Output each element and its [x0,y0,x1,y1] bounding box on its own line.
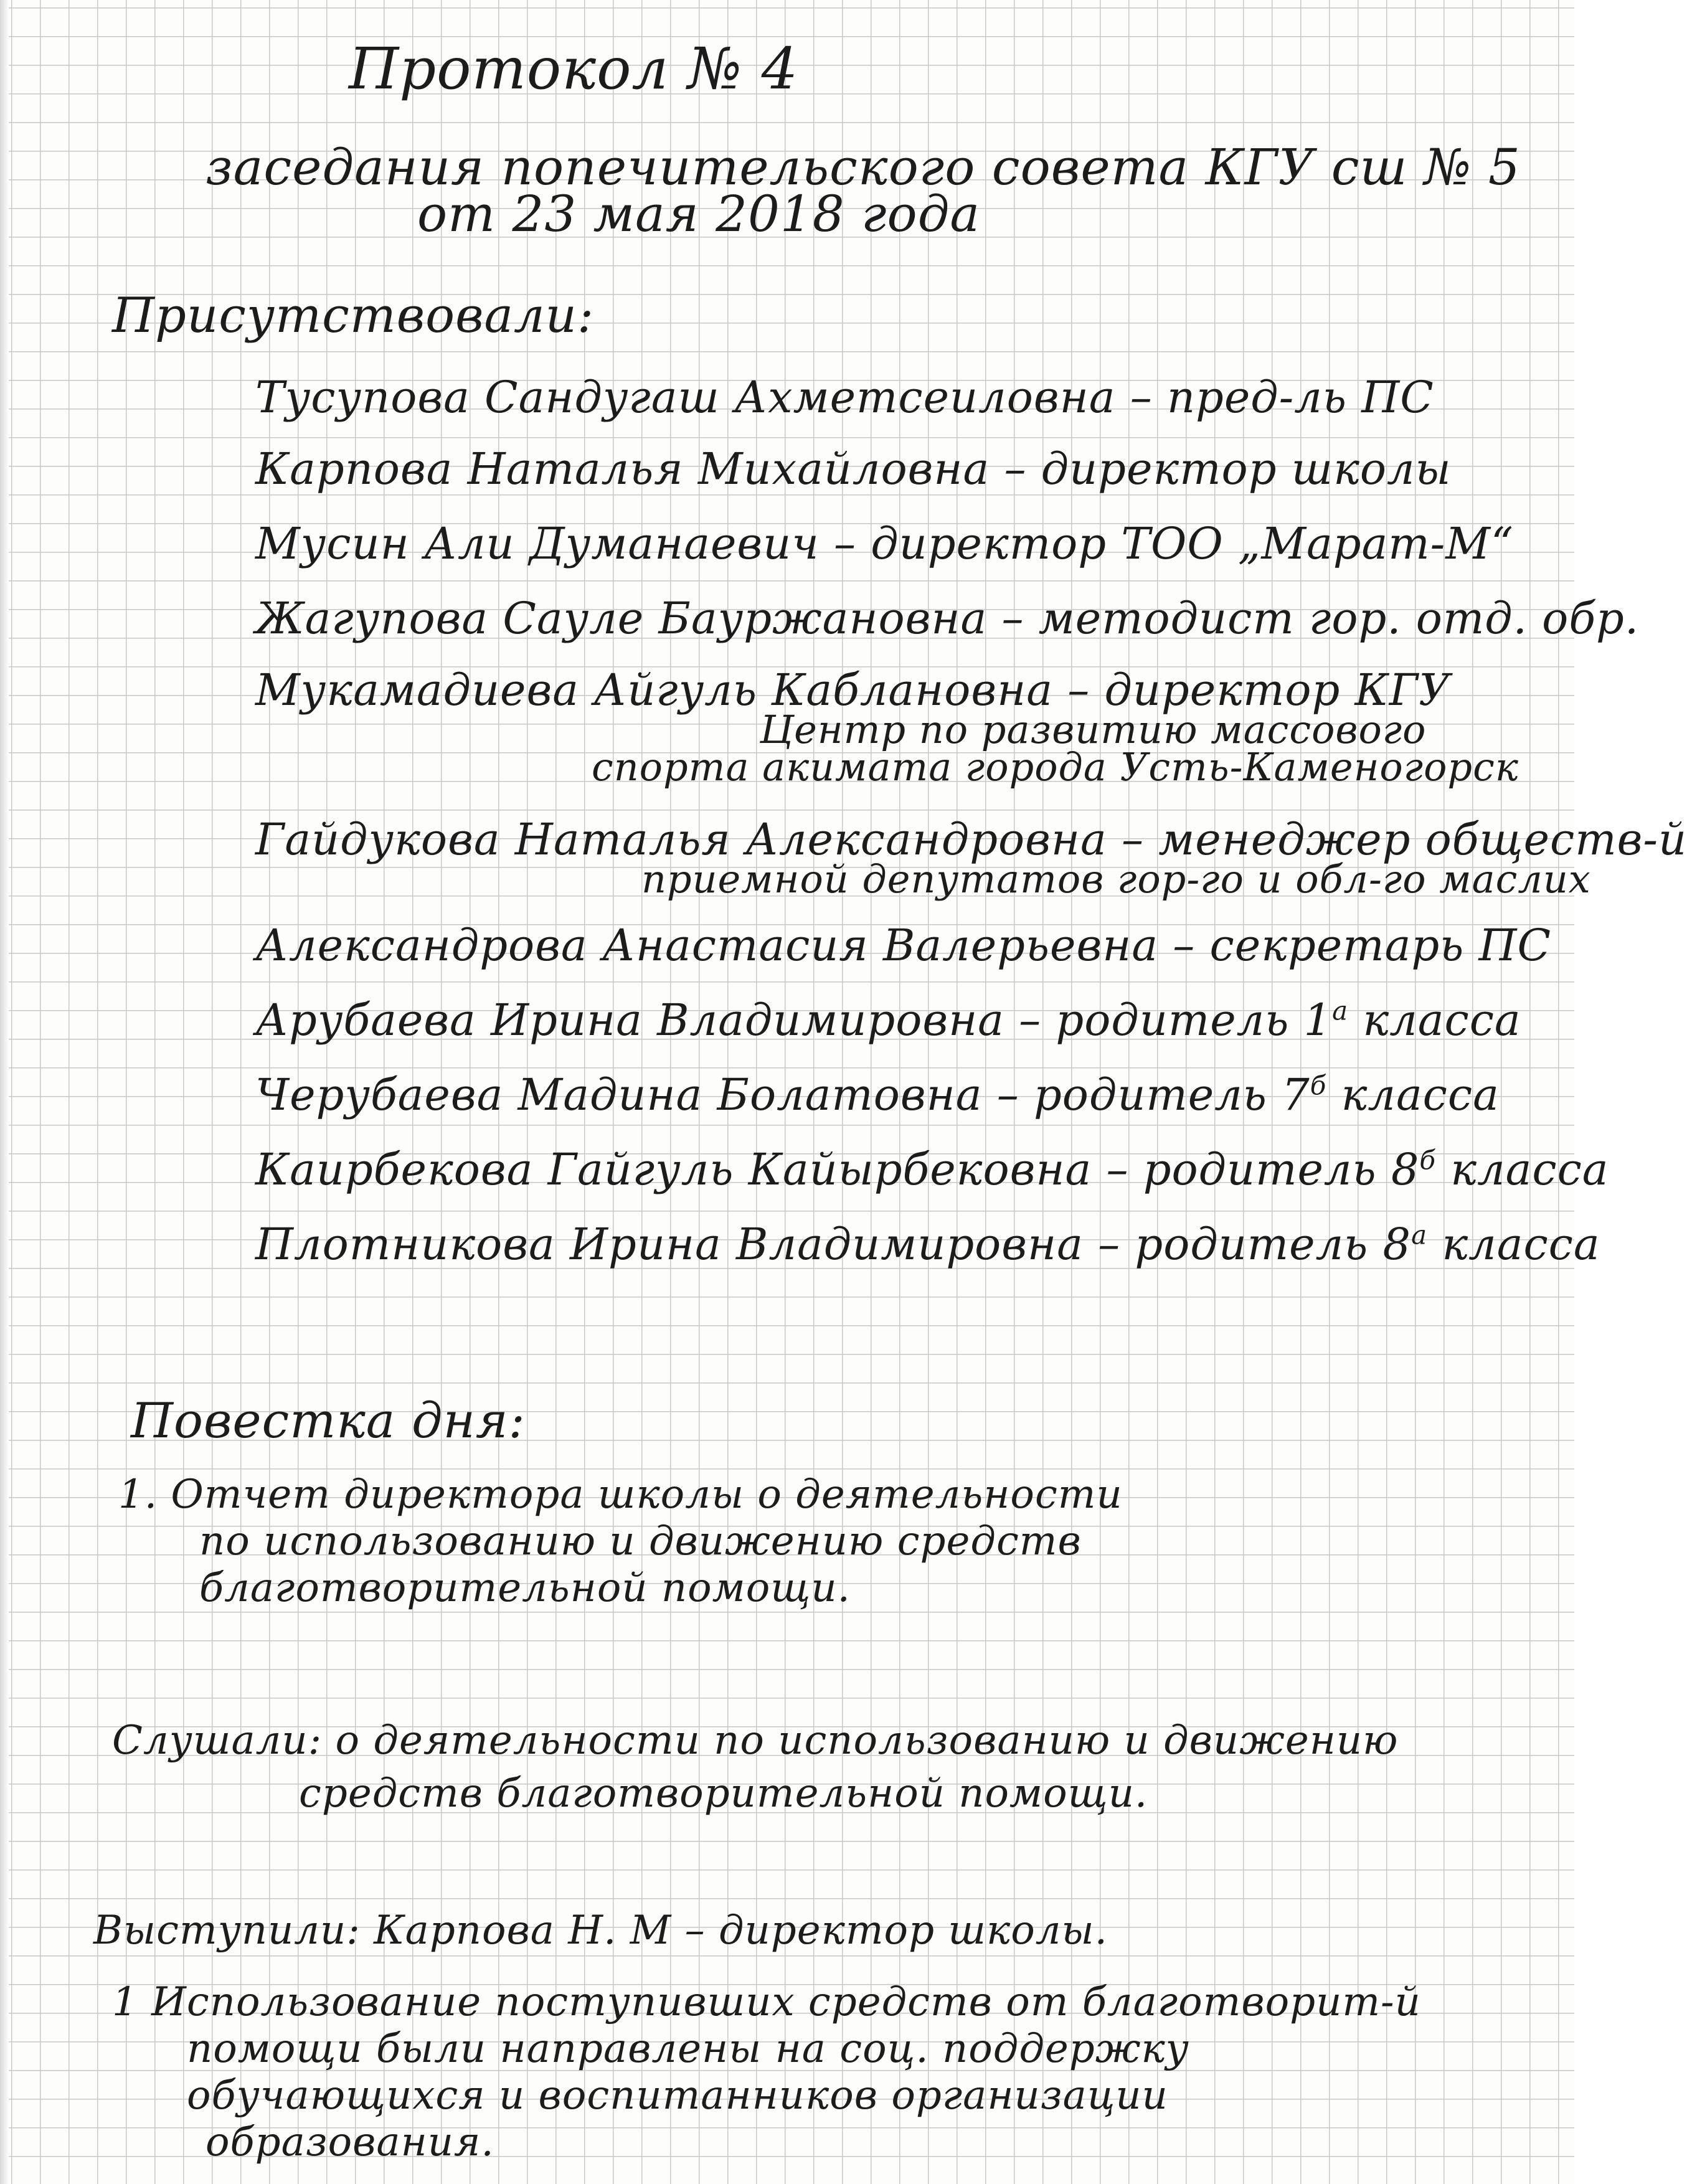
agenda-item-line: 1. Отчет директора школы о деятельности [118,1472,1123,1518]
attendee-line-continuation: спорта акимата города Усть-Каменогорск [592,744,1519,790]
spoke-point-line: образования. [206,2119,494,2165]
spoke-point-line: помощи были направлены на соц. поддержку [187,2026,1189,2072]
attendee-line: Каирбекова Гайгуль Кайырбековна – родитель $8^б$ класса [255,1144,1609,1195]
attendee-line: Арубаева Ирина Владимировна – родитель $1^а$ класса [255,995,1521,1046]
heard-text-continuation: средств благотворительной помощи. [299,1770,1148,1817]
heard-section [112,1719,1398,1762]
spoke-section [93,1909,1108,1952]
document-subtitle: заседания попечительского совета КГУ сш № 5 [206,138,1521,196]
document-title: Протокол № 4 [349,35,799,102]
agenda-item-line: по использованию и движению средств [199,1518,1082,1564]
heard-label: Слушали: [112,1718,323,1764]
attendee-line-continuation: приемной депутатов гор-го и обл-го маслих [641,856,1591,902]
attendee-line: Тусупова Сандугаш Ахметсеиловна – пред-ль ПС [255,372,1434,423]
attendee-line: Мукамадиева Айгуль Каблановна – директор КГУ [255,664,1451,716]
attendee-line: Гайдукова Наталья Александровна – менеджер обществ-й [255,814,1687,865]
attendee-line: Плотникова Ирина Владимировна – родитель $8^а$ класса [255,1219,1600,1270]
agenda-heading: Повестка дня: [131,1393,526,1449]
attendee-line: Черубаева Мадина Болатовна – родитель $7^б$ класса [255,1069,1500,1120]
attendee-line-continuation: Центр по развитию массового [760,707,1427,752]
document-date: от 23 мая 2018 года [417,185,981,243]
attendee-line: Александрова Анастасия Валерьевна – секретарь ПС [255,920,1552,971]
spoke-label: Выступили: [93,1907,361,1954]
attendee-line: Мусин Али Думанаевич – директор ТОО „Марат-М“ [255,518,1514,569]
attendee-line: Жагупова Сауле Бауржановна – методист гор. отд. обр. [255,593,1640,644]
spoke-point-line: 1 Использование поступивших средств от благотворит-й [112,1979,1421,2025]
agenda-item-line: благотворительной помощи. [199,1565,851,1611]
spoke-point-line: обучающихся и воспитанников организации [187,2073,1168,2119]
heard-text: о деятельности по использованию и движению [335,1718,1399,1764]
attendees-heading: Присутствовали: [112,288,595,344]
spoke-speaker: Карпова Н. М – директор школы. [374,1907,1108,1954]
attendee-line: Карпова Наталья Михайловна – директор школы [255,443,1452,494]
page-edge-shadow [0,0,9,2184]
